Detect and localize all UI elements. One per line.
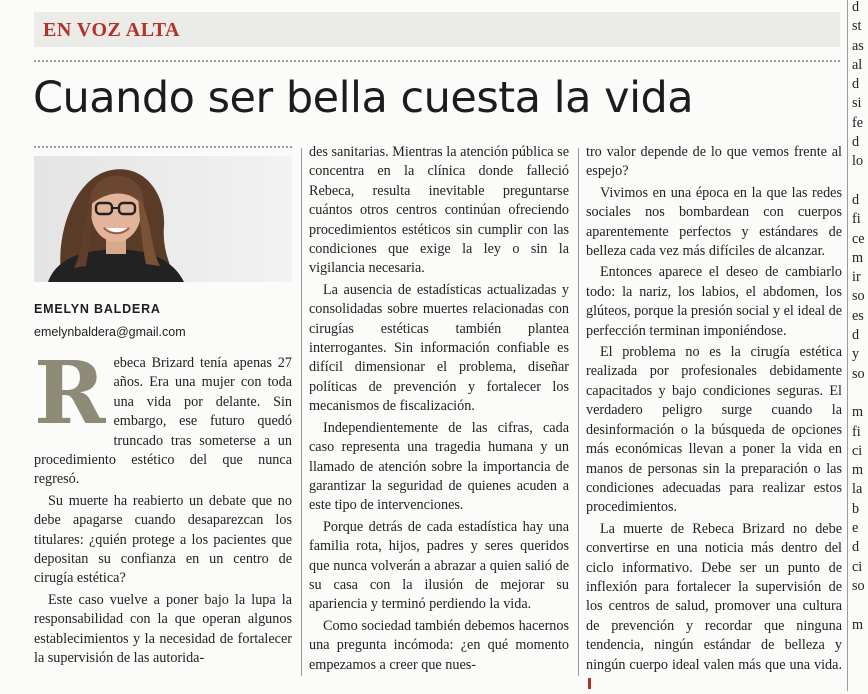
adjacent-text-fragment: d [852, 0, 860, 15]
paragraph: tro valor depende de lo que vemos frente al espejo? [586, 144, 842, 180]
photo-dotted-rule [34, 146, 292, 148]
paragraph: Rebeca Brizard tenía apenas 27 años. Era una mujer con toda una vida por delante. Sin embargo, ese futuro quedó truncado tras someterse a un procedimiento estético del que nunca regresó. [34, 343, 292, 488]
adjacent-text-fragment: d [852, 191, 860, 208]
column-divider [301, 148, 302, 676]
adjacent-text-fragment: e [852, 520, 859, 537]
paragraph: Independientemente de las cifras, cada caso representa una tragedia humana y un llamado de atención sobre la importancia de garantizar la seguridad de quienes acuden a este tipo de intervenciones. [309, 419, 569, 514]
adjacent-text-fragment: fi [852, 211, 861, 228]
top-dotted-rule [34, 60, 840, 62]
paragraph: des sanitarias. Mientras la atención pública se concentra en la clínica donde falleció Rebeca, resulta inevitable preguntarse cuántos otros centros continúan ofreciendo procedimientos estéticos sin cumplir con las condiciones que exige la ley o sin la vigilancia necesaria. [309, 144, 569, 277]
article-column-2 [309, 143, 569, 675]
adjacent-text-fragment: d [852, 134, 860, 151]
adjacent-text-fragment: al [852, 56, 863, 73]
end-of-article-mark [588, 678, 591, 689]
paragraph: Entonces aparece el deseo de cambiarlo todo: la nariz, los labios, el abdomen, los glúteos, porque la presión social y el ideal de perfección terminan imponiéndose. [586, 264, 842, 339]
article-column-3 [586, 143, 842, 694]
adjacent-text-fragment: si [852, 95, 862, 112]
adjacent-article-edge [852, 0, 868, 691]
adjacent-text-fragment: la [852, 481, 863, 498]
author-portrait-photo [34, 156, 292, 282]
adjacent-text-fragment: ci [852, 558, 863, 575]
adjacent-text-fragment: d [852, 327, 860, 344]
paragraph: Este caso vuelve a poner bajo la lupa la responsabilidad con la que operan algunos establecimientos y la necesidad de fortalecer la supervisión de las autorida- [34, 591, 292, 667]
adjacent-column-text [852, 0, 868, 635]
paragraph: Porque detrás de cada estadística hay una familia rota, hijos, padres y seres queridos que nunca volverán a abrazar a quien salió de su casa con la ilusión de mejorar su apariencia y terminó perdiendo la vida. [309, 518, 569, 613]
adjacent-text-fragment: m [852, 462, 864, 479]
adjacent-text-fragment: m [852, 616, 864, 633]
adjacent-text-fragment: fi [852, 423, 861, 440]
adjacent-text-fragment [852, 596, 868, 615]
drop-cap: R [34, 343, 106, 444]
adjacent-text-fragment: ir [852, 269, 861, 286]
adjacent-text-fragment: ce [852, 230, 865, 247]
adjacent-text-fragment: so [852, 365, 865, 382]
adjacent-text-fragment: as [852, 37, 864, 54]
adjacent-text-fragment: m [852, 404, 864, 421]
adjacent-text-fragment: lo [852, 153, 864, 170]
page-column-divider [847, 0, 848, 691]
paragraph: La ausencia de estadísticas actualizadas y consolidadas sobre muertes relacionadas con cirugías estéticas también plantea interrogantes. Sin información confiable es difícil dimensionar el problema, diseñar políticas de prevención y fortalecer los mecanismos de fiscalización. [309, 281, 569, 415]
adjacent-text-fragment: m [852, 249, 864, 266]
adjacent-text-fragment: d [852, 539, 860, 556]
article-headline: Cuando ser bella cuesta la vida [33, 73, 694, 123]
adjacent-text-fragment: ci [852, 442, 863, 459]
paragraph: Como sociedad también debemos hacernos una pregunta incómoda: ¿en qué momento empezamos a creer que nues- [309, 617, 569, 673]
adjacent-text-fragment: fe [852, 114, 864, 131]
adjacent-text-fragment: b [852, 500, 860, 517]
adjacent-text-fragment: so [852, 288, 865, 305]
column-divider [578, 148, 579, 676]
section-label: EN VOZ ALTA [43, 19, 181, 41]
adjacent-text-fragment: so [852, 577, 865, 594]
author-email: emelynbaldera@gmail.com [34, 325, 186, 339]
author-name: EMELYN BALDERA [34, 302, 161, 316]
article-column-1 [34, 343, 292, 669]
paragraph: El problema no es la cirugía estética realizada por profesionales debidamente capacitados y bajo condiciones seguras. El verdadero peligro surge cuando la desinformación o la búsqueda de opciones más económicas llevan a poner la vida en manos de personas sin la preparación o las condiciones adecuadas para realizar estos procedimientos. [586, 344, 842, 516]
portrait-illustration [34, 156, 292, 282]
paragraph: Vivimos en una época en la que las redes sociales nos bombardean con cuerpos aparentemente perfectos y estándares de belleza cada vez más difíciles de alcanzar. [586, 184, 842, 260]
adjacent-text-fragment: d [852, 76, 860, 93]
adjacent-text-fragment: es [852, 307, 864, 324]
adjacent-text-fragment: st [852, 18, 862, 35]
adjacent-text-fragment [852, 172, 868, 191]
paragraph: Su muerte ha reabierto un debate que no debe apagarse cuando desaparezcan los titulares: ¿quién protege a los pacientes que depositan su confianza en un centro de cirugía estética? [34, 492, 292, 587]
adjacent-text-fragment [852, 384, 868, 403]
adjacent-text-fragment: y [852, 346, 860, 363]
paragraph: La muerte de Rebeca Brizard no debe convertirse en una noticia más dentro del ciclo informativo. Debe ser un punto de inflexión para fortalecer la supervisión de los centros de salud, promover una cultura de prevención y recordar que ninguna tendencia, ningún estándar de belleza y ningún cuerpo ideal valen más que una vida. [586, 520, 842, 694]
